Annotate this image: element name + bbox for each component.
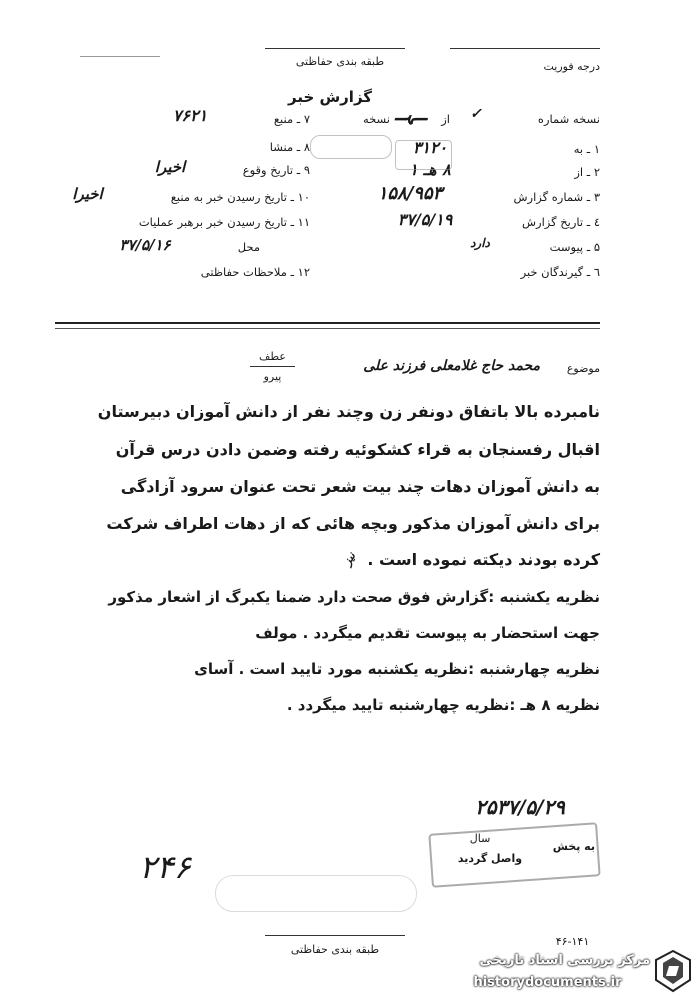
subject-label: موضوع bbox=[566, 362, 600, 375]
report-title: گزارش خبر bbox=[287, 88, 373, 106]
watermark-title: مرکز بررسی اسناد تاریخی bbox=[479, 953, 650, 968]
header-faint-rule bbox=[80, 56, 160, 57]
place-label: محل bbox=[237, 240, 260, 254]
date-stamp: ۲۵۳۷/۵/۲۹ bbox=[475, 795, 565, 819]
field-4-value: ۳۷/۵/۱۹ bbox=[397, 210, 453, 229]
field-12-label: ۱۲ ـ ملاحظات حفاظتی bbox=[200, 265, 310, 279]
faint-stamp-mark bbox=[310, 135, 392, 159]
stamp-line-1: به پخش bbox=[552, 840, 595, 853]
header-divider-thin bbox=[55, 328, 600, 329]
header-rule-left bbox=[265, 48, 405, 49]
field-2-label: ۲ ـ از bbox=[574, 165, 600, 179]
field-5-label: ۵ ـ پیوست bbox=[549, 240, 600, 254]
reference-number: ۴۶-۱۴۱ bbox=[555, 935, 590, 948]
field-9-value: اخیرا bbox=[154, 158, 186, 176]
follow-up-label: پیرو bbox=[263, 370, 282, 383]
classification-label-bottom: طبقه بندی حفاظتی bbox=[290, 943, 380, 956]
urgency-label: درجه فوریت bbox=[543, 60, 600, 73]
stamp-line-2: واصل گردید bbox=[457, 852, 523, 865]
body-line-3: به دانش آموزان دهات چند بیت شعر تحت عنوان سرود آزادگی bbox=[120, 477, 600, 496]
place-value: ۳۷/۵/۱۶ bbox=[119, 236, 171, 254]
field-10-label: ۱۰ ـ تاریخ رسیدن خبر به منبع bbox=[170, 190, 310, 204]
watermark-logo-icon bbox=[652, 948, 694, 994]
field-2-value: ۸ هـ ۱ bbox=[409, 160, 451, 179]
field-7-value: ۷۶۲۱ bbox=[172, 106, 208, 125]
field-4-label: ٤ ـ تاریخ گزارش bbox=[521, 215, 600, 229]
body-line-5: کرده بودند دیکته نموده است . bbox=[367, 550, 600, 569]
field-7-label: ۷ ـ منبع bbox=[273, 112, 310, 126]
footer-rule bbox=[265, 935, 405, 936]
opinion-line-2: جهت استحضار به پیوست تقدیم میگردد . مولف bbox=[255, 624, 600, 642]
field-9-label: ۹ ـ تاریخ وقوع bbox=[242, 163, 310, 177]
header-rule-right bbox=[450, 48, 600, 49]
copy-number-scrawl: ✓ bbox=[470, 106, 482, 122]
copy-label: نسخه bbox=[362, 112, 390, 126]
opinion-line-1: نظریه یکشنبه :گزارش فوق صحت دارد ضمنا یکبرگ از اشعار مذکور bbox=[108, 588, 600, 606]
from-scrawl: ـہـ bbox=[395, 104, 427, 125]
header-divider bbox=[55, 322, 600, 324]
reference-divider bbox=[250, 366, 295, 367]
from-label: از bbox=[441, 112, 450, 126]
faint-stamp-mark-2 bbox=[395, 140, 452, 170]
reference-label: عطف bbox=[259, 350, 286, 363]
field-6-label: ٦ ـ گیرندگان خبر bbox=[520, 265, 600, 279]
handwritten-note: نیز bbox=[340, 550, 359, 568]
classification-label-top: طبقه بندی حفاظتی bbox=[295, 55, 385, 68]
field-11-label: ۱۱ ـ تاریخ رسیدن خبر برهبر عملیات bbox=[138, 215, 310, 229]
field-1-label: ۱ ـ به bbox=[573, 142, 600, 156]
field-3-value: ۱۵۸/۹۵۳ bbox=[377, 183, 443, 204]
body-line-4: برای دانش آموزان مذکور وبچه هائی که از دهات اطراف شرکت bbox=[106, 514, 600, 533]
field-3-label: ۳ ـ شماره گزارش bbox=[513, 190, 600, 204]
faint-seal bbox=[215, 875, 417, 912]
field-10-value: اخیرا bbox=[72, 185, 103, 203]
body-line-2: اقبال رفسنجان به قراء کشکوئیه رفته وضمن دادن درس قرآن bbox=[115, 440, 600, 459]
field-1-value: ۳۱۲۰ bbox=[412, 138, 448, 157]
copy-number-label: نسخه شماره bbox=[537, 112, 600, 126]
page-number: ۲۴۶ bbox=[139, 848, 191, 886]
stamp-year-label: سال bbox=[469, 832, 491, 845]
watermark-url: historydocuments.ir bbox=[473, 975, 622, 990]
field-8-label: ۸ ـ منشا bbox=[269, 140, 310, 154]
opinion-line-3: نظریه چهارشنبه :نظریه یکشنبه مورد تایید است . آسای bbox=[194, 660, 600, 678]
subject-value: محمد حاج غلامعلی فرزند علی bbox=[363, 358, 540, 374]
opinion-line-4: نظریه ۸ هـ :نظریه چهارشنبه تایید میگردد . bbox=[286, 696, 600, 714]
body-line-1: نامبرده بالا باتفاق دونفر زن وچند نفر از دانش آموزان دبیرستان bbox=[97, 402, 600, 421]
field-5-value: دارد bbox=[470, 236, 490, 250]
